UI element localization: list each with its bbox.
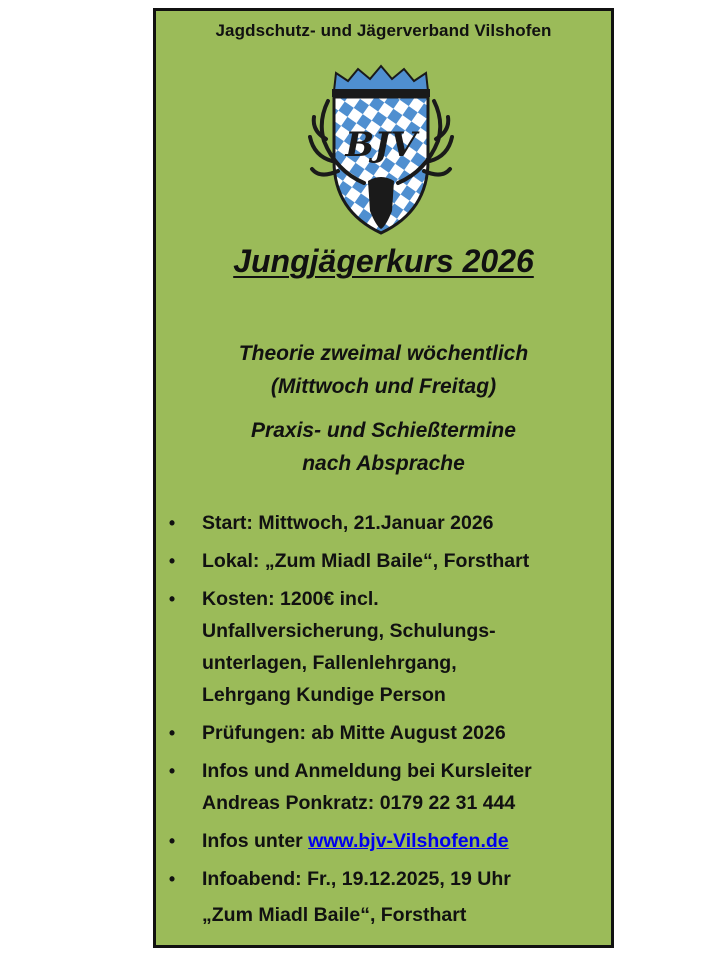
course-title: Jungjägerkurs 2026 bbox=[233, 243, 534, 279]
list-item-infos bbox=[165, 825, 613, 857]
list-item-infoabend bbox=[165, 863, 613, 931]
costs-line-2: Unfallversicherung, Schulungs- bbox=[202, 620, 496, 642]
bjv-letters: BJV bbox=[345, 125, 417, 165]
list-item-anmeldung bbox=[165, 755, 613, 819]
practice-line-1: Praxis- und Schießtermine bbox=[251, 419, 516, 442]
costs-line-1: Kosten: 1200€ incl. bbox=[202, 588, 379, 610]
list-item-start bbox=[165, 507, 613, 539]
infoevening-line-2: „Zum Miadl Baile“, Forsthart bbox=[202, 904, 467, 926]
costs-line-3: unterlagen, Fallenlehrgang, bbox=[202, 652, 457, 674]
bullet-icon: • bbox=[168, 513, 176, 533]
organization-name: Jagdschutz- und Jägerverband Vilshofen bbox=[215, 21, 552, 40]
bullet-icon: • bbox=[168, 551, 176, 571]
start-text: Start: Mittwoch, 21.Januar 2026 bbox=[202, 512, 494, 534]
theory-line-1: Theorie zweimal wöchentlich bbox=[238, 342, 529, 365]
bullet-icon: • bbox=[168, 723, 176, 743]
registration-line-2: Andreas Ponkratz: 0179 22 31 444 bbox=[202, 792, 516, 814]
list-item-pruefungen bbox=[165, 717, 613, 749]
registration-line-1: Infos und Anmeldung bei Kursleiter bbox=[202, 760, 532, 782]
bullet-icon: • bbox=[168, 761, 176, 781]
infoevening-line-1: Infoabend: Fr., 19.12.2025, 19 Uhr bbox=[202, 868, 511, 890]
list-item-lokal bbox=[165, 545, 613, 577]
bullet-icon: • bbox=[168, 831, 176, 851]
bullet-icon: • bbox=[168, 589, 176, 609]
bullet-icon: • bbox=[168, 869, 176, 889]
costs-line-4: Lehrgang Kundige Person bbox=[202, 684, 446, 706]
location-text: Lokal: „Zum Miadl Baile“, Forsthart bbox=[202, 550, 530, 572]
practice-info bbox=[156, 414, 611, 480]
flyer bbox=[153, 8, 614, 948]
list-item-kosten bbox=[165, 583, 613, 711]
exams-text: Prüfungen: ab Mitte August 2026 bbox=[202, 722, 506, 744]
theory-line-2: (Mittwoch und Freitag) bbox=[270, 375, 497, 398]
crown-icon bbox=[332, 66, 430, 97]
bjv-crest-logo bbox=[306, 61, 456, 241]
infos-prefix: Infos unter bbox=[202, 830, 309, 852]
practice-line-2: nach Absprache bbox=[302, 452, 465, 475]
info-list bbox=[165, 507, 613, 937]
website-link[interactable]: www.bjv-Vilshofen.de bbox=[308, 830, 509, 852]
theory-info bbox=[156, 337, 611, 403]
